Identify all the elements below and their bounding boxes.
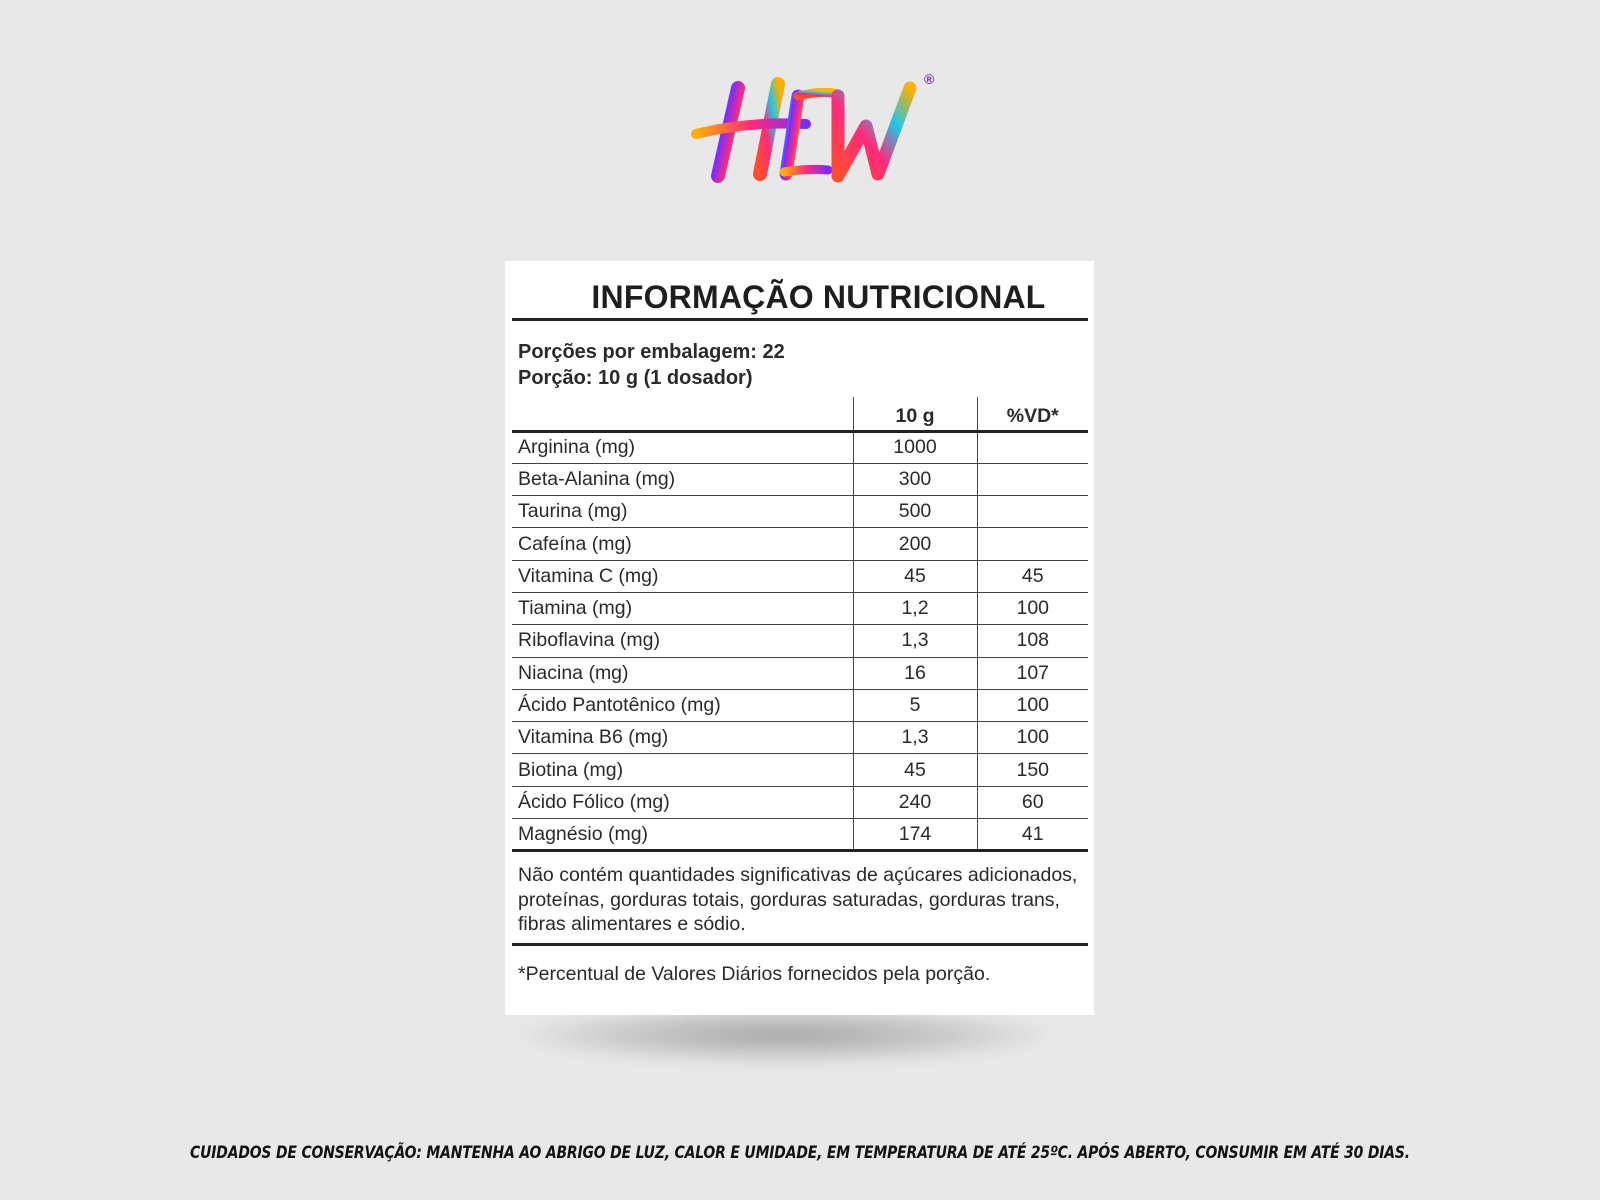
nutrient-name: Ácido Pantotênico (mg) xyxy=(512,689,853,721)
nutrient-amount: 1,2 xyxy=(853,592,977,624)
nutrient-vd: 100 xyxy=(977,689,1088,721)
table-row xyxy=(512,463,1088,495)
nutrient-amount: 45 xyxy=(853,560,977,592)
registered-mark: ® xyxy=(924,71,935,87)
daily-value-footnote: *Percentual de Valores Diários fornecidos pela porção. xyxy=(518,963,991,985)
servings-per-package: Porções por embalagem: 22 xyxy=(518,341,785,363)
nutrient-amount: 300 xyxy=(853,463,977,495)
label-title: INFORMAÇÃO NUTRICIONAL xyxy=(591,279,1046,315)
nutrient-amount: 1,3 xyxy=(853,625,977,657)
nutrient-name: Tiamina (mg) xyxy=(512,592,853,624)
table-row xyxy=(512,819,1088,851)
header-vd: %VD* xyxy=(977,397,1088,431)
nutrient-amount: 5 xyxy=(853,689,977,721)
table-row xyxy=(512,625,1088,657)
nutrient-vd: 45 xyxy=(977,560,1088,592)
nutrient-name: Arginina (mg) xyxy=(518,436,636,459)
nutrition-label xyxy=(505,261,1094,1015)
table-row xyxy=(512,528,1088,560)
nutrient-amount: 500 xyxy=(853,496,977,528)
brand-logo xyxy=(688,66,948,191)
care-instructions: CUIDADOS DE CONSERVAÇÃO: MANTENHA AO ABRIGO DE LUZ, CALOR E UMIDADE, EM TEMPERATURA DE ATÉ 25ºC. APÓS ABERTO, CONSUMIR EM ATÉ 30 DIAS. xyxy=(190,1143,1410,1163)
table-row xyxy=(512,431,1088,463)
nutrition-table xyxy=(512,397,1088,852)
nutrient-amount: 16 xyxy=(853,657,977,689)
table-row xyxy=(512,560,1088,592)
title-rule xyxy=(512,318,1088,321)
table-row xyxy=(512,722,1088,754)
nutrient-vd xyxy=(977,431,1088,463)
nutrient-vd: 108 xyxy=(977,625,1088,657)
nutrient-amount: 1000 xyxy=(853,431,977,463)
nutrient-vd: 100 xyxy=(977,722,1088,754)
table-row xyxy=(512,689,1088,721)
nutrient-name: Riboflavina (mg) xyxy=(512,625,853,657)
nutrient-vd: 41 xyxy=(977,819,1088,851)
nutrient-name: Niacina (mg) xyxy=(512,657,853,689)
nutrient-name: Biotina (mg) xyxy=(512,754,853,786)
nutrient-name: Magnésio (mg) xyxy=(512,819,853,851)
table-row xyxy=(512,754,1088,786)
nutrient-amount: 174 xyxy=(853,819,977,851)
nutrient-amount: 1,3 xyxy=(853,722,977,754)
nutrient-vd xyxy=(977,528,1088,560)
nutrient-name: Taurina (mg) xyxy=(512,496,853,528)
note-rule xyxy=(512,943,1088,946)
nutrient-amount: 240 xyxy=(853,786,977,818)
nutrition-note: Não contém quantidades significativas de açúcares adicionados, proteínas, gorduras totais, gorduras saturadas, gorduras trans, fibras alimentares e sódio. xyxy=(518,864,1078,935)
nutrient-vd: 107 xyxy=(977,657,1088,689)
nutrient-name: Beta-Alanina (mg) xyxy=(512,463,853,495)
nutrient-name: Vitamina C (mg) xyxy=(512,560,853,592)
serving-size: Porção: 10 g (1 dosador) xyxy=(518,367,753,389)
nutrient-amount: 45 xyxy=(853,754,977,786)
nutrient-name: Cafeína (mg) xyxy=(512,528,853,560)
nutrient-vd: 150 xyxy=(977,754,1088,786)
table-row xyxy=(512,786,1088,818)
header-name xyxy=(512,397,853,431)
table-row xyxy=(512,496,1088,528)
nutrient-amount: 200 xyxy=(853,528,977,560)
header-amount: 10 g xyxy=(853,397,977,431)
nutrient-vd: 100 xyxy=(977,592,1088,624)
table-header-row xyxy=(512,397,1088,431)
table-row xyxy=(512,592,1088,624)
nutrient-name: Ácido Fólico (mg) xyxy=(512,786,853,818)
nutrient-vd: 60 xyxy=(977,786,1088,818)
nutrient-name: Vitamina B6 (mg) xyxy=(512,722,853,754)
table-row xyxy=(512,657,1088,689)
nutrient-vd xyxy=(977,496,1088,528)
nutrient-vd xyxy=(977,463,1088,495)
